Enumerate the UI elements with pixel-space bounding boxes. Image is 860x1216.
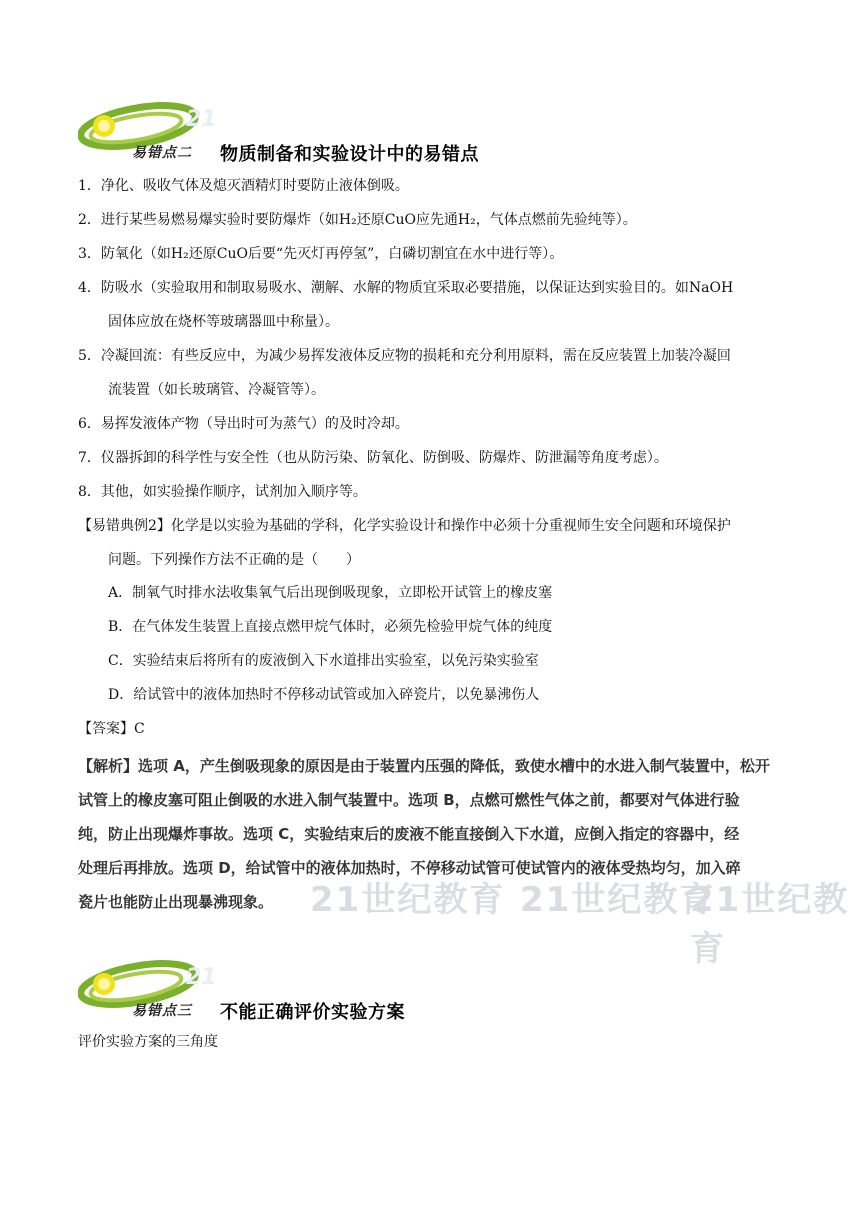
list-item-continuation: 固体应放在烧杯等玻璃器皿中称量）。 xyxy=(108,314,339,330)
section-tag: 易错点二 xyxy=(132,145,192,161)
analysis-line: 纯，防止出现爆炸事故。选项 C，实验结束后的废液不能直接倒入下水道，应倒入指定的容器中，经 xyxy=(78,825,740,843)
option-b: B．在气体发生装置上直接点燃甲烷气体时，必须先检验甲烷气体的纯度 xyxy=(108,619,553,635)
logo-mark: 21 xyxy=(186,965,217,990)
example-question: 【易错典例2】化学是以实验为基础的学科，化学实验设计和操作中必须十分重视师生安全问题和环境保护 xyxy=(78,518,731,534)
analysis-line: 【解析】选项 A，产生倒吸现象的原因是由于装置内压强的降低，致使水槽中的水进入制气装置中，松开 xyxy=(78,757,770,775)
list-item: 4．防吸水（实验取用和制取易吸水、潮解、水解的物质宜采取必要措施，以保证达到实验目的。如NaOH xyxy=(78,280,734,296)
analysis xyxy=(78,749,788,919)
logo-mark: 21 xyxy=(186,107,217,132)
section-header-3 xyxy=(78,954,778,1024)
list-item: 2．进行某些易燃易爆实验时要防爆炸（如H₂还原CuO应先通H₂，气体点燃前先验纯等）。 xyxy=(78,212,637,228)
list-item: 8．其他，如实验操作顺序，试剂加入顺序等。 xyxy=(78,484,367,500)
watermark: 21世纪教育 xyxy=(520,880,716,920)
watermark: 21世纪教育 xyxy=(310,880,506,920)
section-title: 物质制备和实验设计中的易错点 xyxy=(220,144,479,165)
analysis-line: 瓷片也能防止出现暴沸现象。 xyxy=(78,893,274,911)
example-question-continuation: 问题。下列操作方法不正确的是（ ） xyxy=(108,552,360,568)
section-title: 不能正确评价实验方案 xyxy=(220,1002,405,1023)
section3-intro: 评价实验方案的三角度 xyxy=(78,1034,218,1050)
answer: 【答案】C xyxy=(78,721,145,737)
list-item-continuation: 流装置（如长玻璃管、冷凝管等）。 xyxy=(108,382,325,398)
list-item: 5．冷凝回流：有些反应中，为减少易挥发液体反应物的损耗和充分利用原料，需在反应装置上加装冷凝回 xyxy=(78,348,731,364)
list-item: 6．易挥发液体产物（导出时可为蒸气）的及时冷却。 xyxy=(78,416,409,432)
list-item: 1．净化、吸收气体及熄灭酒精灯时要防止液体倒吸。 xyxy=(78,178,409,194)
option-d: D．给试管中的液体加热时不停移动试管或加入碎瓷片，以免暴沸伤人 xyxy=(108,687,540,703)
list-item: 7．仪器拆卸的科学性与安全性（也从防污染、防氧化、防倒吸、防爆炸、防泄漏等角度考虑）。 xyxy=(78,450,668,466)
section-header-2 xyxy=(78,96,778,166)
analysis-line: 试管上的橡皮塞可阻止倒吸的水进入制气装置中。选项 B，点燃可燃性气体之前，都要对气体进行验 xyxy=(78,791,740,809)
watermark: 21世纪教育 xyxy=(690,880,850,969)
option-a: A．制氧气时排水法收集氧气后出现倒吸现象，立即松开试管上的橡皮塞 xyxy=(108,585,553,601)
option-c: C．实验结束后将所有的废液倒入下水道排出实验室，以免污染实验室 xyxy=(108,653,539,669)
list-item: 3．防氧化（如H₂还原CuO后要“先灭灯再停氢”，白磷切割宜在水中进行等）。 xyxy=(78,246,564,262)
analysis-line: 处理后再排放。选项 D，给试管中的液体加热时，不停移动试管可使试管内的液体受热均匀，加入碎 xyxy=(78,859,741,877)
section-tag: 易错点三 xyxy=(132,1003,192,1019)
